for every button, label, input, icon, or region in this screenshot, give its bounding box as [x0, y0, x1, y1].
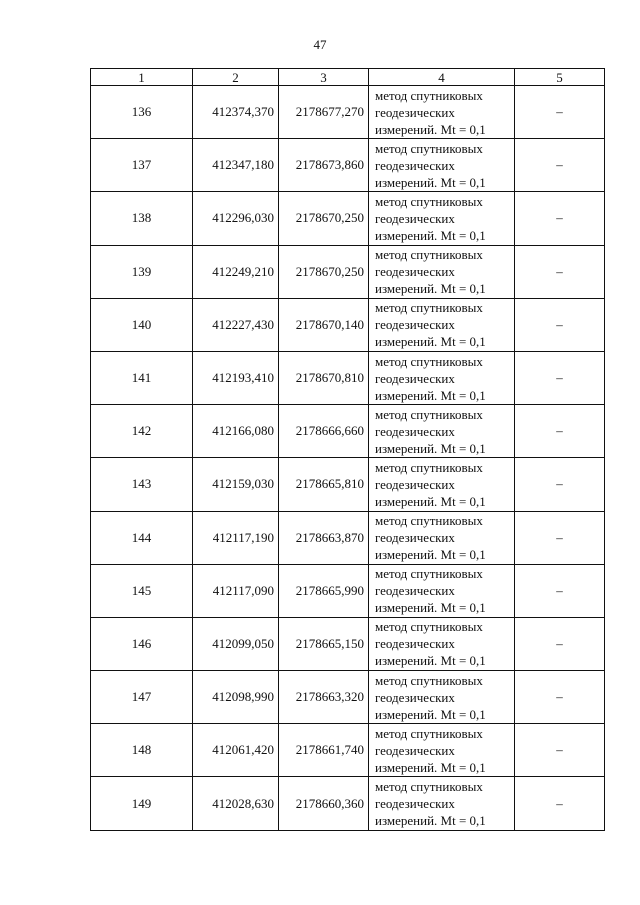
y-coordinate-cell: 2178660,360: [279, 777, 369, 830]
note-cell: –: [515, 671, 605, 724]
column-header-4: 4: [369, 69, 515, 86]
note-cell: –: [515, 724, 605, 777]
method-cell: [369, 724, 515, 777]
method-text-line: измерений. Mt = 0,1: [375, 334, 486, 350]
table-row: [91, 511, 605, 564]
method-text-line: геодезических: [375, 210, 455, 226]
y-coordinate-cell: 2178663,870: [279, 511, 369, 564]
table-row: [91, 86, 605, 139]
method-text-line: метод спутниковых: [375, 672, 483, 688]
note-cell: –: [515, 192, 605, 245]
method-text-line: измерений. Mt = 0,1: [375, 174, 486, 190]
point-number-cell: 141: [91, 351, 193, 404]
note-cell: –: [515, 405, 605, 458]
method-cell: [369, 298, 515, 351]
y-coordinate-cell: 2178665,990: [279, 564, 369, 617]
table-row: [91, 777, 605, 830]
method-cell: [369, 351, 515, 404]
x-coordinate-cell: 412374,370: [193, 86, 279, 139]
method-text-line: измерений. Mt = 0,1: [375, 600, 486, 616]
point-number-cell: 146: [91, 617, 193, 670]
method-text-line: измерений. Mt = 0,1: [375, 121, 486, 137]
point-number-cell: 149: [91, 777, 193, 830]
point-number-cell: 139: [91, 245, 193, 298]
note-cell: –: [515, 564, 605, 617]
y-coordinate-cell: 2178663,320: [279, 671, 369, 724]
method-text-line: геодезических: [375, 104, 455, 120]
method-text-line: геодезических: [375, 370, 455, 386]
method-text-line: метод спутниковых: [375, 247, 483, 263]
point-number-cell: 142: [91, 405, 193, 458]
point-number-cell: 136: [91, 86, 193, 139]
method-cell: [369, 511, 515, 564]
method-text-line: метод спутниковых: [375, 406, 483, 422]
y-coordinate-cell: 2178670,810: [279, 351, 369, 404]
note-cell: –: [515, 511, 605, 564]
method-text-line: геодезических: [375, 636, 455, 652]
method-cell: [369, 564, 515, 617]
x-coordinate-cell: 412193,410: [193, 351, 279, 404]
note-cell: –: [515, 777, 605, 830]
method-text-line: геодезических: [375, 796, 455, 812]
x-coordinate-cell: 412061,420: [193, 724, 279, 777]
column-header-3: 3: [279, 69, 369, 86]
method-text-line: геодезических: [375, 689, 455, 705]
table-row: [91, 671, 605, 724]
method-text-line: метод спутниковых: [375, 140, 483, 156]
method-text-line: измерений. Mt = 0,1: [375, 493, 486, 509]
column-header-2: 2: [193, 69, 279, 86]
table-row: [91, 724, 605, 777]
method-text-line: геодезических: [375, 264, 455, 280]
note-cell: –: [515, 139, 605, 192]
method-cell: [369, 192, 515, 245]
method-text-line: геодезических: [375, 476, 455, 492]
method-text-line: геодезических: [375, 423, 455, 439]
method-text-line: метод спутниковых: [375, 300, 483, 316]
column-header-1: 1: [91, 69, 193, 86]
table-row: [91, 245, 605, 298]
column-header-5: 5: [515, 69, 605, 86]
method-text-line: измерений. Mt = 0,1: [375, 440, 486, 456]
method-text-line: измерений. Mt = 0,1: [375, 653, 486, 669]
method-cell: [369, 617, 515, 670]
x-coordinate-cell: 412166,080: [193, 405, 279, 458]
method-cell: [369, 458, 515, 511]
x-coordinate-cell: 412249,210: [193, 245, 279, 298]
note-cell: –: [515, 351, 605, 404]
point-number-cell: 147: [91, 671, 193, 724]
x-coordinate-cell: 412117,090: [193, 564, 279, 617]
method-text-line: метод спутниковых: [375, 459, 483, 475]
table-row: [91, 139, 605, 192]
point-number-cell: 137: [91, 139, 193, 192]
point-number-cell: 144: [91, 511, 193, 564]
page-number: 47: [313, 37, 327, 52]
method-text-line: измерений. Mt = 0,1: [375, 547, 486, 563]
table-row: [91, 564, 605, 617]
y-coordinate-cell: 2178670,250: [279, 245, 369, 298]
point-number-cell: 140: [91, 298, 193, 351]
table-row: [91, 298, 605, 351]
method-text-line: метод спутниковых: [375, 193, 483, 209]
method-cell: [369, 86, 515, 139]
y-coordinate-cell: 2178665,810: [279, 458, 369, 511]
table-row: [91, 405, 605, 458]
method-text-line: геодезических: [375, 742, 455, 758]
method-text-line: метод спутниковых: [375, 619, 483, 635]
method-text-line: измерений. Mt = 0,1: [375, 706, 486, 722]
method-text-line: метод спутниковых: [375, 87, 483, 103]
table-row: [91, 351, 605, 404]
note-cell: –: [515, 86, 605, 139]
x-coordinate-cell: 412117,190: [193, 511, 279, 564]
x-coordinate-cell: 412099,050: [193, 617, 279, 670]
method-text-line: геодезических: [375, 583, 455, 599]
point-number-cell: 145: [91, 564, 193, 617]
x-coordinate-cell: 412098,990: [193, 671, 279, 724]
method-text-line: геодезических: [375, 317, 455, 333]
point-number-cell: 148: [91, 724, 193, 777]
method-text-line: метод спутниковых: [375, 513, 483, 529]
x-coordinate-cell: 412296,030: [193, 192, 279, 245]
method-text-line: измерений. Mt = 0,1: [375, 281, 486, 297]
y-coordinate-cell: 2178673,860: [279, 139, 369, 192]
table-row: [91, 458, 605, 511]
note-cell: –: [515, 245, 605, 298]
method-text-line: метод спутниковых: [375, 779, 483, 795]
table-row: [91, 617, 605, 670]
coordinates-table: [90, 68, 605, 831]
point-number-cell: 143: [91, 458, 193, 511]
method-text-line: геодезических: [375, 157, 455, 173]
x-coordinate-cell: 412227,430: [193, 298, 279, 351]
y-coordinate-cell: 2178665,150: [279, 617, 369, 670]
method-text-line: геодезических: [375, 530, 455, 546]
method-text-line: измерений. Mt = 0,1: [375, 227, 486, 243]
x-coordinate-cell: 412159,030: [193, 458, 279, 511]
y-coordinate-cell: 2178670,140: [279, 298, 369, 351]
method-cell: [369, 777, 515, 830]
table-row: [91, 192, 605, 245]
x-coordinate-cell: 412347,180: [193, 139, 279, 192]
point-number-cell: 138: [91, 192, 193, 245]
note-cell: –: [515, 298, 605, 351]
y-coordinate-cell: 2178666,660: [279, 405, 369, 458]
method-text-line: метод спутниковых: [375, 566, 483, 582]
table-body: [91, 86, 605, 831]
method-text-line: измерений. Mt = 0,1: [375, 387, 486, 403]
note-cell: –: [515, 458, 605, 511]
method-cell: [369, 245, 515, 298]
method-text-line: метод спутниковых: [375, 725, 483, 741]
method-cell: [369, 405, 515, 458]
method-cell: [369, 671, 515, 724]
note-cell: –: [515, 617, 605, 670]
x-coordinate-cell: 412028,630: [193, 777, 279, 830]
table-header-row: [91, 69, 605, 86]
y-coordinate-cell: 2178661,740: [279, 724, 369, 777]
y-coordinate-cell: 2178677,270: [279, 86, 369, 139]
method-cell: [369, 139, 515, 192]
method-text-line: измерений. Mt = 0,1: [375, 813, 486, 829]
method-text-line: измерений. Mt = 0,1: [375, 759, 486, 775]
y-coordinate-cell: 2178670,250: [279, 192, 369, 245]
method-text-line: метод спутниковых: [375, 353, 483, 369]
